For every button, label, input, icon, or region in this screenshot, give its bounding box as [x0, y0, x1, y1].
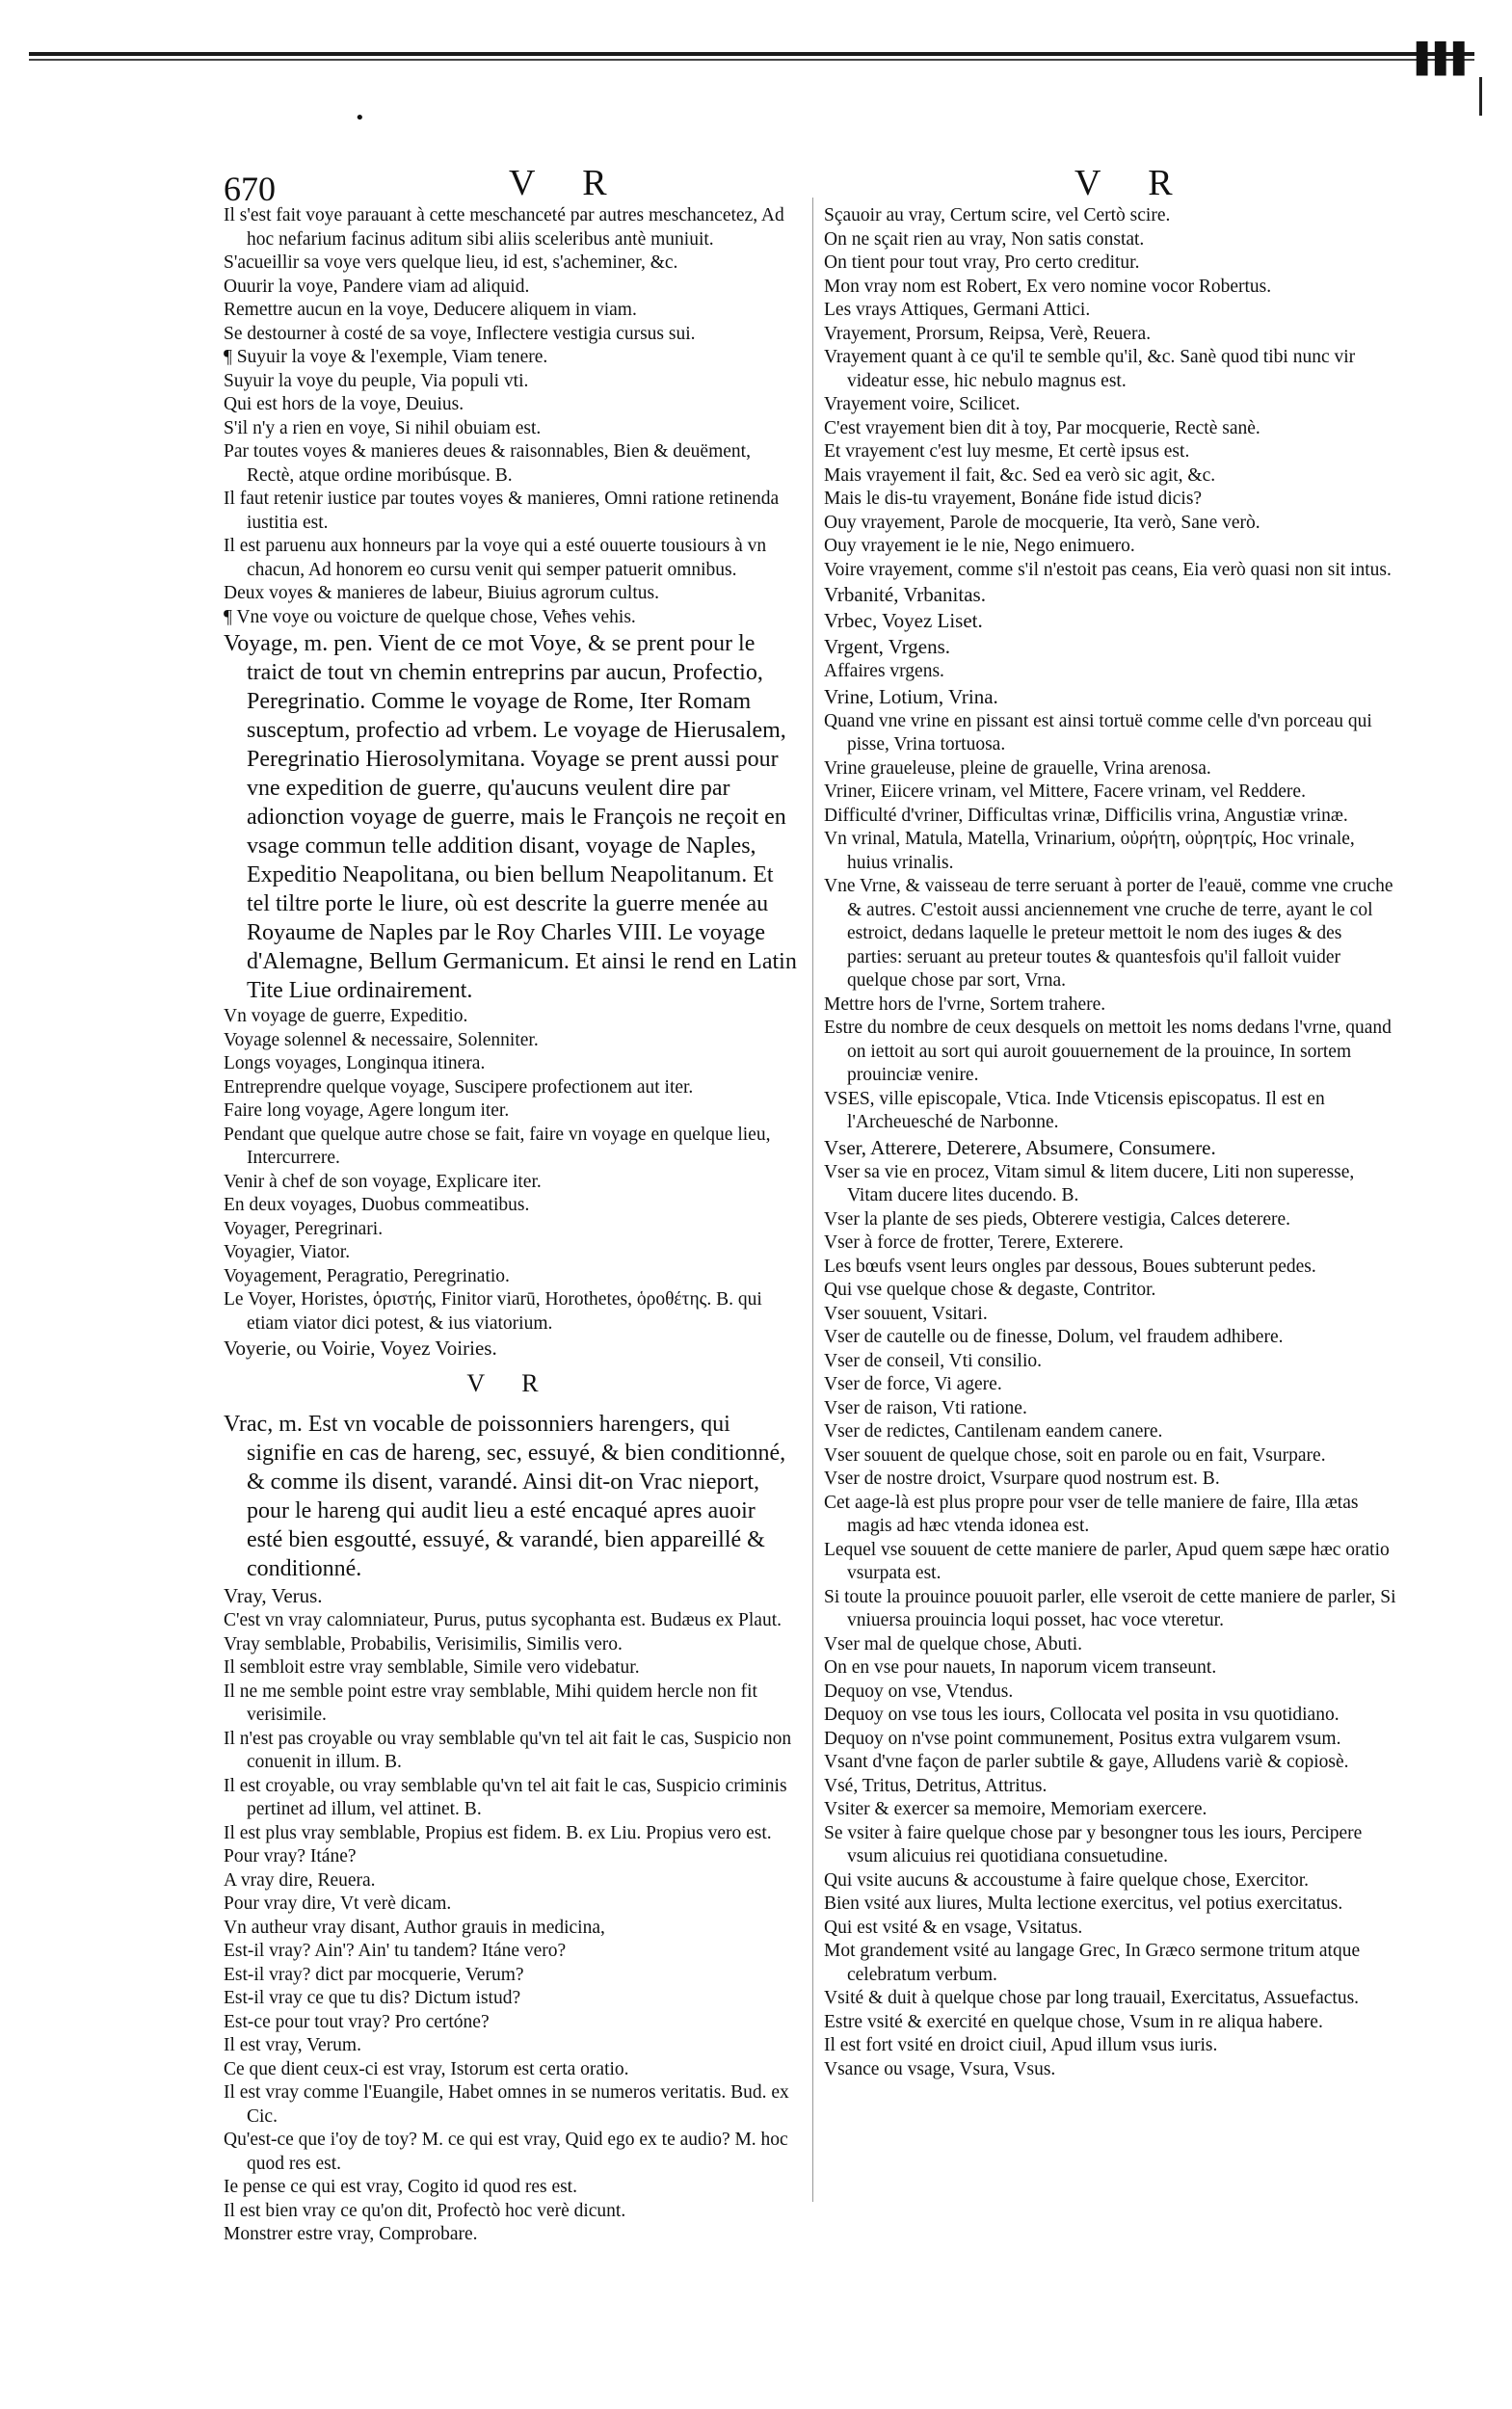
- dictionary-entry: Vser de cautelle ou de finesse, Dolum, vel fraudem adhibere.: [824, 1327, 1284, 1347]
- dictionary-entry: ¶ Suyuir la voye & l'exemple, Viam tenere.: [224, 347, 548, 367]
- dictionary-entry: Il ne me semble point estre vray semblable, Mihi quidem hercle non fit verisimile.: [224, 1681, 757, 1725]
- dictionary-entry: Se vsiter à faire quelque chose par y besongner tous les iours, Percipere vsum alicuius rei quotidiana consuetudine.: [824, 1822, 1363, 1866]
- dictionary-entry: Vser de conseil, Vti consilio.: [824, 1350, 1043, 1371]
- dictionary-entry: Par toutes voyes & manieres deues & raisonnables, Bien & deuëment, Rectè, atque ordine moribúsque. B.: [224, 441, 751, 486]
- dictionary-entry: Est-il vray? Ain'? Ain' tu tandem? Itáne vero?: [224, 1941, 567, 1961]
- dictionary-entry: Voyagier, Viator.: [224, 1242, 351, 1262]
- dictionary-entry: Se destourner à costé de sa voye, Inflectere vestigia cursus sui.: [224, 323, 696, 344]
- dictionary-entry: Vser la plante de ses pieds, Obterere vestigia, Calces deterere.: [824, 1208, 1291, 1230]
- dictionary-entry: Ouy vrayement ie le nie, Nego enimuero.: [824, 536, 1135, 556]
- dictionary-entry: Vn autheur vray disant, Author grauis in medicina,: [224, 1917, 605, 1938]
- right-column: [824, 204, 1397, 2081]
- dictionary-entry: Monstrer estre vray, Comprobare.: [224, 2224, 478, 2244]
- dictionary-entry: S'acueillir sa voye vers quelque lieu, id est, s'acheminer, &c.: [224, 252, 678, 273]
- dictionary-entry: Vsité & duit à quelque chose par long trauail, Exercitatus, Assuefactus.: [824, 1988, 1360, 2008]
- dictionary-entry: Vser souuent de quelque chose, soit en parole ou en fait, Vsurpare.: [824, 1444, 1326, 1466]
- dictionary-entry: S'il n'y a rien en voye, Si nihil obuiam est.: [224, 417, 542, 438]
- left-column-entries-a: [224, 204, 797, 1362]
- dictionary-entry: Ouy vrayement, Parole de mocquerie, Ita verò, Sane verò.: [824, 512, 1260, 533]
- dictionary-entry: Il sembloit estre vray semblable, Simile vero videbatur.: [224, 1657, 640, 1678]
- dictionary-entry: Vsance ou vsage, Vsura, Vsus.: [824, 2058, 1056, 2079]
- dictionary-entry: Sçauoir au vray, Certum scire, vel Certò scire.: [824, 205, 1171, 225]
- dictionary-entry: Vser de redictes, Cantilenam eandem canere.: [824, 1421, 1163, 1442]
- dictionary-entry: Il est paruenu aux honneurs par la voye qui a esté ouuerte tousiours à vn chacun, Ad honorem eo cursu venit qui semper patuerit omnibus.: [224, 536, 767, 580]
- dictionary-entry: Voire vrayement, comme s'il n'estoit pas ceans, Eia verò quasi non sit intus.: [824, 559, 1392, 580]
- dictionary-entry: Vray, Verus.: [224, 1584, 323, 1607]
- right-column-entries: [824, 204, 1397, 2081]
- dictionary-entry: Si toute la prouince pouuoit parler, elle vseroit de cette maniere de parler, Si vniuersa prouincia loqui posset, hac voce vteretur.: [824, 1586, 1396, 1630]
- dictionary-entry: Estre vsité & exercité en quelque chose, Vsum in re aliqua habere.: [824, 2011, 1323, 2032]
- dictionary-entry: Vser à force de frotter, Terere, Exterere.: [824, 1232, 1124, 1253]
- dictionary-entry: Vser de force, Vi agere.: [824, 1374, 1002, 1394]
- dictionary-entry: On tient pour tout vray, Pro certo creditur.: [824, 252, 1140, 273]
- dictionary-entry: Difficulté d'vriner, Difficultas vrinæ, Difficilis vrina, Angustiæ vrinæ.: [824, 805, 1348, 826]
- dictionary-entry: Vsant d'vne façon de parler subtile & gaye, Alludens variè & copiosè.: [824, 1752, 1349, 1772]
- dictionary-entry: Qui vse quelque chose & degaste, Contritor.: [824, 1280, 1156, 1300]
- dictionary-entry: Ie pense ce qui est vray, Cogito id quod res est.: [224, 2177, 577, 2197]
- running-head-left: V R: [509, 163, 626, 203]
- dictionary-entry: Vrayement, Prorsum, Reipsa, Verè, Reuera.: [824, 323, 1152, 344]
- dictionary-entry: Qu'est-ce que i'oy de toy? M. ce qui est vray, Quid ego ex te audio? M. hoc quod res est.: [224, 2130, 788, 2174]
- dictionary-entry: Dequoy on n'vse point communement, Positus extra vulgarem vsum.: [824, 1728, 1341, 1749]
- dictionary-entry: On ne sçait rien au vray, Non satis constat.: [824, 228, 1145, 250]
- dictionary-entry: Dequoy on vse, Vtendus.: [824, 1681, 1014, 1702]
- dictionary-entry: Vser de raison, Vti ratione.: [824, 1397, 1027, 1418]
- dictionary-entry: Mon vray nom est Robert, Ex vero nomine vocor Robertus.: [824, 276, 1272, 297]
- dictionary-entry: Il est bien vray ce qu'on dit, Profectò hoc verè dicunt.: [224, 2200, 626, 2221]
- top-rule: [29, 52, 1474, 56]
- dictionary-entry: Pour vray? Itáne?: [224, 1846, 357, 1866]
- dictionary-entry: Est-il vray? dict par mocquerie, Verum?: [224, 1964, 524, 1985]
- dictionary-entry: Il est fort vsité en droict ciuil, Apud illum vsus iuris.: [824, 2035, 1218, 2055]
- dictionary-entry: Lequel vse souuent de cette maniere de parler, Apud quem sæpe hæc oratio vsurpata est.: [824, 1539, 1390, 1583]
- dictionary-entry: Il s'est fait voye parauant à cette meschanceté par autres meschancetez, Ad hoc nefarium facinus aditum sibi aliis sceleribus antè muniuit.: [224, 205, 784, 250]
- left-column: [224, 204, 797, 2247]
- dictionary-entry: Voyagement, Peragratio, Peregrinatio.: [224, 1265, 510, 1286]
- dictionary-entry: Vser mal de quelque chose, Abuti.: [824, 1633, 1083, 1655]
- dictionary-entry: VSES, ville episcopale, Vtica. Inde Vticensis episcopatus. Il est en l'Archeuesché de Narbonne.: [824, 1088, 1325, 1132]
- dictionary-entry: Mais vrayement il fait, &c. Sed ea verò sic agit, &c.: [824, 464, 1216, 486]
- dictionary-entry: Voyerie, ou Voirie, Voyez Voiries.: [224, 1337, 497, 1360]
- dictionary-entry: ¶ Vne voye ou voicture de quelque chose, Veħes vehis.: [224, 606, 636, 627]
- dictionary-entry: Qui est hors de la voye, Deuius.: [224, 394, 464, 414]
- dictionary-entry: Faire long voyage, Agere longum iter.: [224, 1100, 510, 1121]
- dictionary-entry: Vser sa vie en procez, Vitam simul & litem ducere, Liti non superesse, Vitam ducere lites ducendo. B.: [824, 1161, 1355, 1205]
- dictionary-entry: Vrayement quant à ce qu'il te semble qu'il, &c. Sanè quod tibi nunc vir videatur esse, hic nebulo magnus est.: [824, 347, 1356, 391]
- dictionary-entry: Qui vsite aucuns & accoustume à faire quelque chose, Exercitor.: [824, 1869, 1310, 1891]
- dictionary-entry: A vray dire, Reuera.: [224, 1869, 376, 1891]
- dictionary-entry: Mot grandement vsité au langage Grec, In Græco sermone tritum atque celebratum verbum.: [824, 1941, 1361, 1985]
- page-edge-mark: [1479, 77, 1482, 116]
- top-rule-thin: [29, 59, 1474, 61]
- dictionary-entry: Il n'est pas croyable ou vray semblable qu'vn tel ait fait le cas, Suspicio non conuenit in illum. B.: [224, 1728, 792, 1772]
- dictionary-entry: Le Voyer, Horistes, ὁριστής, Finitor viarū, Horothetes, ὁροθέτης. B. qui etiam viator dici potest, & ius viatorium.: [224, 1289, 762, 1334]
- dictionary-entry: Vriner, Eiicere vrinam, vel Mittere, Facere vrinam, vel Reddere.: [824, 781, 1306, 802]
- dictionary-entry: Vrbanité, Vrbanitas.: [824, 583, 986, 606]
- dictionary-entry: Vn voyage de guerre, Expeditio.: [224, 1006, 468, 1026]
- dictionary-entry: Voyage, m. pen. Vient de ce mot Voye, & se prent pour le traict de tout vn chemin entreprins par aucun, Profectio, Peregrinatio. Comme le voyage de Rome, Iter Romam susceptum, profectio ad vrbem. Le voyage de Hierusalem, Peregrinatio Hierosolymitana. Voyage se prent aussi pour vne expedition de guerre, qu'aucuns veulent dire par adionction voyage de guerre, mais le François ne reçoit en vsage commun telle addition disant, voyage de Naples, Expeditio Neapolitana, ou bien bellum Neapolitanum. Et tel tiltre porte le liure, où est descrite la guerre menée au Royaume de Naples par le Roy Charles VIII. Le voyage d'Alemagne, Bellum Germanicum. Et ainsi le rend en Latin Tite Liue ordinairement.: [224, 631, 797, 1003]
- dictionary-entry: Il est vray comme l'Euangile, Habet omnes in se numeros veritatis. Bud. ex Cic.: [224, 2082, 789, 2127]
- dictionary-entry: Vrac, m. Est vn vocable de poissonniers harengers, qui signifie en cas de hareng, sec, essuyé, & bien conditionné, & comme ils disent, varandé. Ainsi dit-on Vrac nieport, pour le hareng qui audit lieu a esté encaqué apres auoir esté bien esgoutté, essuyé, & varandé, bien appareillé & conditionné.: [224, 1412, 786, 1581]
- dictionary-entry: Voyage solennel & necessaire, Solenniter.: [224, 1029, 539, 1050]
- dictionary-entry: Vrine graueleuse, pleine de grauelle, Vrina arenosa.: [824, 757, 1211, 779]
- dictionary-entry: Venir à chef de son voyage, Explicare iter.: [224, 1171, 542, 1192]
- dictionary-entry: Vser de nostre droict, Vsurpare quod nostrum est. B.: [824, 1469, 1220, 1489]
- speck-mark: •: [355, 108, 365, 128]
- section-head: V R: [466, 1369, 554, 1397]
- dictionary-entry: Il est plus vray semblable, Propius est fidem. B. ex Liu. Propius vero est.: [224, 1822, 772, 1843]
- dictionary-entry: Dequoy on vse tous les iours, Collocata vel posita in vsu quotidiano.: [824, 1705, 1340, 1725]
- dictionary-entry: Et vrayement c'est luy mesme, Et certè ipsus est.: [824, 441, 1190, 462]
- dictionary-entry: En deux voyages, Duobus commeatibus.: [224, 1195, 530, 1215]
- dictionary-entry: Mettre hors de l'vrne, Sortem trahere.: [824, 993, 1106, 1015]
- dictionary-entry: Qui est vsité & en vsage, Vsitatus.: [824, 1917, 1083, 1938]
- dictionary-entry: Vsé, Tritus, Detritus, Attritus.: [824, 1775, 1048, 1796]
- column-divider: [812, 198, 813, 2202]
- dictionary-entry: Vrgent, Vrgens.: [824, 635, 951, 658]
- dictionary-entry: Affaires vrgens.: [824, 661, 944, 681]
- dictionary-entry: C'est vrayement bien dit à toy, Par mocquerie, Rectè sanè.: [824, 417, 1260, 438]
- dictionary-entry: Vrine, Lotium, Vrina.: [824, 684, 998, 708]
- dictionary-entry: Pour vray dire, Vt verè dicam.: [224, 1893, 452, 1914]
- dictionary-entry: Vser souuent, Vsitari.: [824, 1303, 988, 1324]
- dictionary-entry: Entreprendre quelque voyage, Suscipere profectionem aut iter.: [224, 1076, 694, 1098]
- dictionary-entry: Vrayement voire, Scilicet.: [824, 394, 1021, 414]
- left-column-entries-b: [224, 1410, 797, 2247]
- dictionary-entry: Remettre aucun en la voye, Deducere aliquem in viam.: [224, 300, 637, 320]
- dictionary-entry: Estre du nombre de ceux desquels on mettoit les noms dedans l'vrne, quand on iettoit au sort qui auroit gouuernement de la prouince, In sortem prouinciæ venire.: [824, 1018, 1392, 1085]
- dictionary-entry: Vray semblable, Probabilis, Verisimilis, Similis vero.: [224, 1633, 623, 1655]
- dictionary-entry: C'est vn vray calomniateur, Purus, putus sycophanta est. Budæus ex Plaut.: [224, 1610, 782, 1630]
- dictionary-entry: Suyuir la voye du peuple, Via populi vti.: [224, 370, 529, 391]
- dictionary-entry: Vn vrinal, Matula, Matella, Vrinarium, οὐρήτη, οὐρητρίς, Hoc vrinale, huius vrinalis.: [824, 829, 1355, 873]
- dictionary-entry: Vser, Atterere, Deterere, Absumere, Consumere.: [824, 1135, 1216, 1159]
- dictionary-entry: Il est croyable, ou vray semblable qu'vn tel ait fait le cas, Suspicio criminis pertinet ad illum, vel attinet. B.: [224, 1775, 787, 1819]
- dictionary-entry: Les vrays Attiques, Germani Attici.: [824, 300, 1091, 320]
- dictionary-entry: Les bœufs vsent leurs ongles par dessous, Boues subterunt pedes.: [824, 1256, 1316, 1277]
- running-head-right: V R: [1074, 163, 1192, 203]
- dictionary-entry: Ce que dient ceux-ci est vray, Istorum est certa oratio.: [224, 2058, 629, 2079]
- dictionary-entry: Est-ce pour tout vray? Pro certóne?: [224, 2011, 490, 2032]
- dictionary-entry: Pendant que quelque autre chose se fait, faire vn voyage en quelque lieu, Intercurrere.: [224, 1124, 771, 1168]
- dictionary-entry: Il faut retenir iustice par toutes voyes & manieres, Omni ratione retinenda iustitia est.: [224, 489, 780, 533]
- dictionary-entry: Longs voyages, Longinqua itinera.: [224, 1053, 486, 1073]
- dictionary-entry: Est-il vray ce que tu dis? Dictum istud?: [224, 1988, 521, 2008]
- dictionary-entry: Cet aage-là est plus propre pour vser de telle maniere de faire, Illa ætas magis ad hæc vtenda idonea est.: [824, 1492, 1359, 1536]
- dictionary-entry: Vne Vrne, & vaisseau de terre seruant à porter de l'eauë, comme vne cruche & autres. C'estoit aussi anciennement vne cruche de terre, ayant le col estroict, dedans laquelle le preteur mettoit le nom des iuges & des parties: seruant au preteur toutes & quantesfois qu'il falloit vuider quelque chose par sort, Vrna.: [824, 876, 1393, 991]
- dictionary-entry: Bien vsité aux liures, Multa lectione exercitus, vel potius exercitatus.: [824, 1893, 1343, 1914]
- dictionary-entry: Vsiter & exercer sa memoire, Memoriam exercere.: [824, 1799, 1207, 1819]
- dictionary-entry: On en vse pour nauets, In naporum vicem transeunt.: [824, 1657, 1217, 1678]
- top-edge-rule: [29, 42, 1484, 76]
- page-number: 670: [224, 170, 276, 208]
- corner-mark-graphic: ▌▌▌: [1417, 42, 1472, 76]
- dictionary-entry: Vrbec, Voyez Liset.: [824, 609, 983, 632]
- dictionary-entry: Mais le dis-tu vrayement, Bonáne fide istud dicis?: [824, 489, 1203, 509]
- dictionary-entry: Ouurir la voye, Pandere viam ad aliquid.: [224, 276, 530, 297]
- dictionary-entry: Deux voyes & manieres de labeur, Biuius agrorum cultus.: [224, 583, 659, 603]
- dictionary-entry: Voyager, Peregrinari.: [224, 1218, 384, 1239]
- dictionary-entry: Il est vray, Verum.: [224, 2035, 361, 2055]
- dictionary-entry: Quand vne vrine en pissant est ainsi tortuë comme celle d'vn porceau qui pisse, Vrina tortuosa.: [824, 710, 1372, 754]
